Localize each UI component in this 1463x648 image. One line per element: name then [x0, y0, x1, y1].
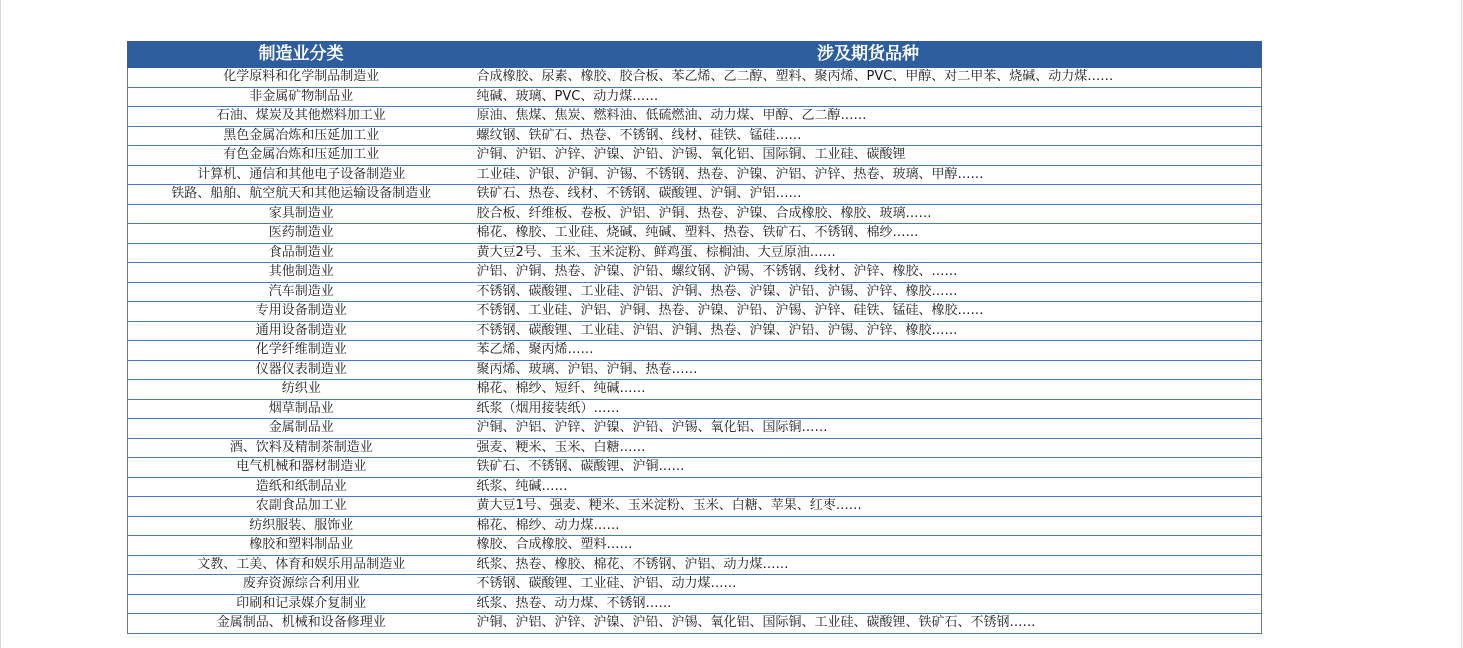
futures-varieties-cell: 纯碱、玻璃、PVC、动力煤……: [475, 87, 1262, 107]
header-row: [128, 42, 1262, 68]
manufacturing-category-cell: 文教、工美、体育和娱乐用品制造业: [128, 555, 475, 575]
futures-varieties-cell: 不锈钢、碳酸锂、工业硅、沪铝、动力煤……: [475, 575, 1262, 595]
futures-varieties-cell: 不锈钢、碳酸锂、工业硅、沪铝、沪铜、热卷、沪镍、沪铅、沪锡、沪锌、橡胶……: [475, 282, 1262, 302]
table-row: [128, 477, 1262, 497]
manufacturing-category-cell: 汽车制造业: [128, 282, 475, 302]
manufacturing-category-cell: 酒、饮料及精制茶制造业: [128, 438, 475, 458]
manufacturing-category-cell: 造纸和纸制品业: [128, 477, 475, 497]
manufacturing-category-cell: 纺织业: [128, 380, 475, 400]
futures-varieties-cell: 沪铜、沪铝、沪锌、沪镍、沪铅、沪锡、氧化铝、国际铜、工业硅、碳酸锂、铁矿石、不锈钢……: [475, 614, 1262, 634]
manufacturing-category-cell: 金属制品业: [128, 419, 475, 439]
manufacturing-category-cell: 计算机、通信和其他电子设备制造业: [128, 165, 475, 185]
futures-table-container: [127, 41, 1261, 634]
table-row: [128, 614, 1262, 634]
futures-varieties-cell: 工业硅、沪银、沪铜、沪锡、不锈钢、热卷、沪镍、沪铝、沪锌、热卷、玻璃、甲醇……: [475, 165, 1262, 185]
manufacturing-category-cell: 电气机械和器材制造业: [128, 458, 475, 478]
table-row: [128, 302, 1262, 322]
futures-varieties-cell: 棉花、橡胶、工业硅、烧碱、纯碱、塑料、热卷、铁矿石、不锈钢、棉纱……: [475, 224, 1262, 244]
futures-varieties-cell: 沪铜、沪铝、沪锌、沪镍、沪铅、沪锡、氧化铝、国际铜……: [475, 419, 1262, 439]
table-row: [128, 536, 1262, 556]
futures-varieties-cell: 胶合板、纤维板、卷板、沪铝、沪铜、热卷、沪镍、合成橡胶、橡胶、玻璃……: [475, 204, 1262, 224]
table-row: [128, 594, 1262, 614]
futures-varieties-cell: 铁矿石、热卷、线材、不锈钢、碳酸锂、沪铜、沪铝……: [475, 185, 1262, 205]
futures-varieties-cell: 棉花、棉纱、动力煤……: [475, 516, 1262, 536]
table-row: [128, 204, 1262, 224]
right-frame-line: [1461, 0, 1462, 648]
table-row: [128, 360, 1262, 380]
futures-varieties-cell: 合成橡胶、尿素、橡胶、胶合板、苯乙烯、乙二醇、塑料、聚丙烯、PVC、甲醇、对二甲苯、烧碱、动力煤……: [475, 68, 1262, 88]
table-row: [128, 224, 1262, 244]
futures-varieties-cell: 棉花、棉纱、短纤、纯碱……: [475, 380, 1262, 400]
futures-varieties-cell: 黄大豆1号、强麦、粳米、玉米淀粉、玉米、白糖、苹果、红枣……: [475, 497, 1262, 517]
table-row: [128, 243, 1262, 263]
futures-varieties-cell: 不锈钢、工业硅、沪铝、沪铜、热卷、沪镍、沪铅、沪锡、沪锌、硅铁、锰硅、橡胶……: [475, 302, 1262, 322]
futures-varieties-cell: 橡胶、合成橡胶、塑料……: [475, 536, 1262, 556]
table-row: [128, 341, 1262, 361]
table-row: [128, 107, 1262, 127]
table-row: [128, 87, 1262, 107]
table-row: [128, 321, 1262, 341]
futures-varieties-cell: 沪铝、沪铜、热卷、沪镍、沪铅、螺纹钢、沪锡、不锈钢、线材、沪锌、橡胶、……: [475, 263, 1262, 283]
table-row: [128, 497, 1262, 517]
manufacturing-category-cell: 通用设备制造业: [128, 321, 475, 341]
table-row: [128, 146, 1262, 166]
futures-varieties-cell: 原油、焦煤、焦炭、燃料油、低硫燃油、动力煤、甲醇、乙二醇……: [475, 107, 1262, 127]
futures-varieties-cell: 不锈钢、碳酸锂、工业硅、沪铝、沪铜、热卷、沪镍、沪铅、沪锡、沪锌、橡胶……: [475, 321, 1262, 341]
table-row: [128, 438, 1262, 458]
table-row: [128, 458, 1262, 478]
manufacturing-category-cell: 食品制造业: [128, 243, 475, 263]
table-row: [128, 399, 1262, 419]
manufacturing-category-cell: 烟草制品业: [128, 399, 475, 419]
manufacturing-category-cell: 废弃资源综合利用业: [128, 575, 475, 595]
table-row: [128, 380, 1262, 400]
manufacturing-category-cell: 医药制造业: [128, 224, 475, 244]
futures-varieties-cell: 纸浆、热卷、橡胶、棉花、不锈钢、沪铝、动力煤……: [475, 555, 1262, 575]
manufacturing-category-cell: 黑色金属冶炼和压延加工业: [128, 126, 475, 146]
table-row: [128, 575, 1262, 595]
manufacturing-category-cell: 家具制造业: [128, 204, 475, 224]
manufacturing-category-cell: 其他制造业: [128, 263, 475, 283]
futures-varieties-cell: 纸浆、纯碱……: [475, 477, 1262, 497]
manufacturing-category-cell: 非金属矿物制品业: [128, 87, 475, 107]
header-category: 制造业分类: [128, 42, 475, 68]
futures-varieties-cell: 铁矿石、不锈钢、碳酸锂、沪铜……: [475, 458, 1262, 478]
futures-varieties-cell: 强麦、粳米、玉米、白糖……: [475, 438, 1262, 458]
manufacturing-category-cell: 仪器仪表制造业: [128, 360, 475, 380]
futures-varieties-cell: 聚丙烯、玻璃、沪铝、沪铜、热卷……: [475, 360, 1262, 380]
header-futures-varieties: 涉及期货品种: [475, 42, 1262, 68]
table-row: [128, 185, 1262, 205]
table-row: [128, 282, 1262, 302]
futures-varieties-cell: 苯乙烯、聚丙烯……: [475, 341, 1262, 361]
manufacturing-category-cell: 橡胶和塑料制品业: [128, 536, 475, 556]
manufacturing-category-cell: 纺织服装、服饰业: [128, 516, 475, 536]
manufacturing-category-cell: 石油、煤炭及其他燃料加工业: [128, 107, 475, 127]
manufacturing-category-cell: 专用设备制造业: [128, 302, 475, 322]
manufacturing-category-cell: 化学原料和化学制品制造业: [128, 68, 475, 88]
table-row: [128, 263, 1262, 283]
table-row: [128, 516, 1262, 536]
futures-varieties-cell: 沪铜、沪铝、沪锌、沪镍、沪铅、沪锡、氧化铝、国际铜、工业硅、碳酸锂: [475, 146, 1262, 166]
futures-varieties-cell: 黄大豆2号、玉米、玉米淀粉、鲜鸡蛋、棕榈油、大豆原油……: [475, 243, 1262, 263]
manufacturing-category-cell: 化学纤维制造业: [128, 341, 475, 361]
manufacturing-category-cell: 铁路、船舶、航空航天和其他运输设备制造业: [128, 185, 475, 205]
manufacturing-futures-table: [127, 41, 1262, 634]
left-frame-line: [0, 0, 1, 648]
table-row: [128, 165, 1262, 185]
manufacturing-category-cell: 印刷和记录媒介复制业: [128, 594, 475, 614]
futures-varieties-cell: 螺纹钢、铁矿石、热卷、不锈钢、线材、硅铁、锰硅……: [475, 126, 1262, 146]
manufacturing-category-cell: 农副食品加工业: [128, 497, 475, 517]
futures-varieties-cell: 纸浆、热卷、动力煤、不锈钢……: [475, 594, 1262, 614]
table-row: [128, 126, 1262, 146]
futures-varieties-cell: 纸浆（烟用接装纸）……: [475, 399, 1262, 419]
table-row: [128, 68, 1262, 88]
table-row: [128, 555, 1262, 575]
manufacturing-category-cell: 有色金属冶炼和压延加工业: [128, 146, 475, 166]
manufacturing-category-cell: 金属制品、机械和设备修理业: [128, 614, 475, 634]
table-body: [128, 68, 1262, 634]
table-header: [128, 42, 1262, 68]
table-row: [128, 419, 1262, 439]
